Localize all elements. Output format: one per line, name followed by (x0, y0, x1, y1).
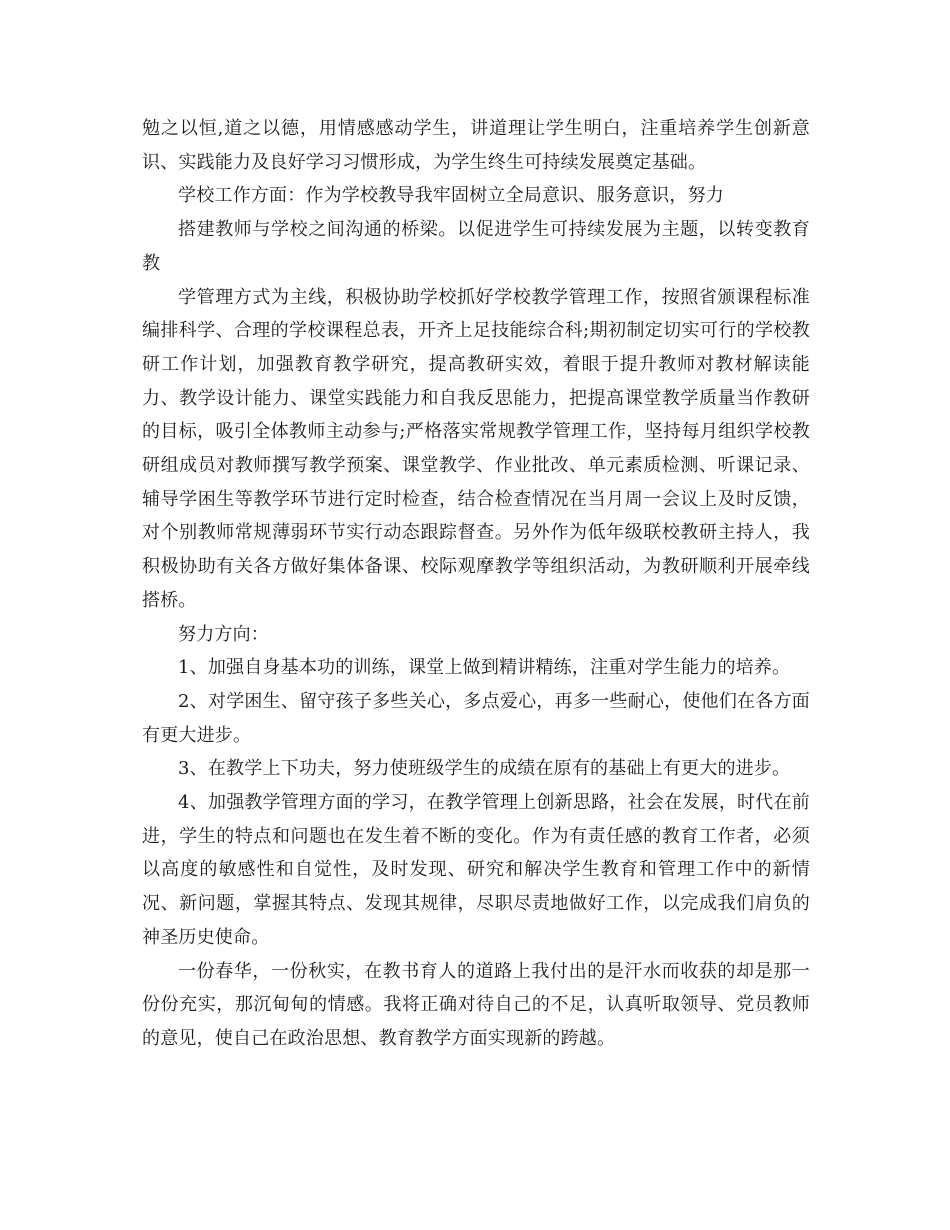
paragraph-3: 搭建教师与学校之间沟通的桥梁。以促进学生可持续发展为主题，以转变教育教 (142, 219, 810, 274)
list-item-4: 4、加强教学管理方面的学习，在教学管理上创新思路，社会在发展，时代在前进，学生的特点和问题也在发生着不断的变化。作为有责任感的教育工作者，必须以高度的敏感性和自觉性，及时发现、研究和解决学生教育和管理工作中的新情况、新问题，掌握其特点、发现其规律，尽职尽责地做好工作，以完成我们肩负的神圣历史使命。 (142, 792, 810, 948)
closing-paragraph: 一份春华，一份秋实，在教书育人的道路上我付出的是汗水而收获的却是那一份份充实，那沉甸甸的情感。我将正确对待自己的不足，认真听取领导、党员教师的意见，使自己在政治思想、教育教学方面实现新的跨越。 (142, 960, 810, 1049)
paragraph-2: 学校工作方面：作为学校教导我牢固树立全局意识、服务意识，努力 (178, 185, 724, 207)
list-item-2: 2、对学困生、留守孩子多些关心，多点爱心，再多一些耐心，使他们在各方面有更大进步。 (142, 690, 810, 746)
paragraph-1: 勉之以恒,道之以德，用情感感动学生，讲道理让学生明白，注重培养学生创新意识、实践能力及良好学习习惯形成，为学生终生可持续发展奠定基础。 (142, 118, 810, 173)
list-item-1: 1、加强自身基本功的训练，课堂上做到精讲精练，注重对学生能力的培养。 (178, 657, 791, 679)
document-body (142, 112, 810, 1056)
paragraph-4: 学管理方式为主线，积极协助学校抓好学校教学管理工作，按照省颁课程标准编排科学、合理的学校课程总表，开齐上足技能综合科;期初制定切实可行的学校教研工作计划，加强教育教学研究，提高教研实效，着眼于提升教师对教材解读能力、教学设计能力、课堂实践能力和自我反思能力，把提高课堂教学质量当作教研的目标，吸引全体教师主动参与;严格落实常规教学管理工作，坚持每月组织学校教研组成员对教师撰写教学预案、课堂教学、作业批改、单元素质检测、听课记录、辅导学困生等教学环节进行定时检查，结合检查情况在当月周一会议上及时反馈，对个别教师常规薄弱环节实行动态跟踪督查。另外作为低年级联校教研主持人，我积极协助有关各方做好集体备课、校际观摩教学等组织活动，为教研顺利开展牵线搭桥。 (142, 286, 810, 611)
section-heading-direction: 努力方向： (178, 623, 269, 645)
list-item-3: 3、在教学上下功夫，努力使班级学生的成绩在原有的基础上有更大的进步。 (178, 758, 791, 780)
